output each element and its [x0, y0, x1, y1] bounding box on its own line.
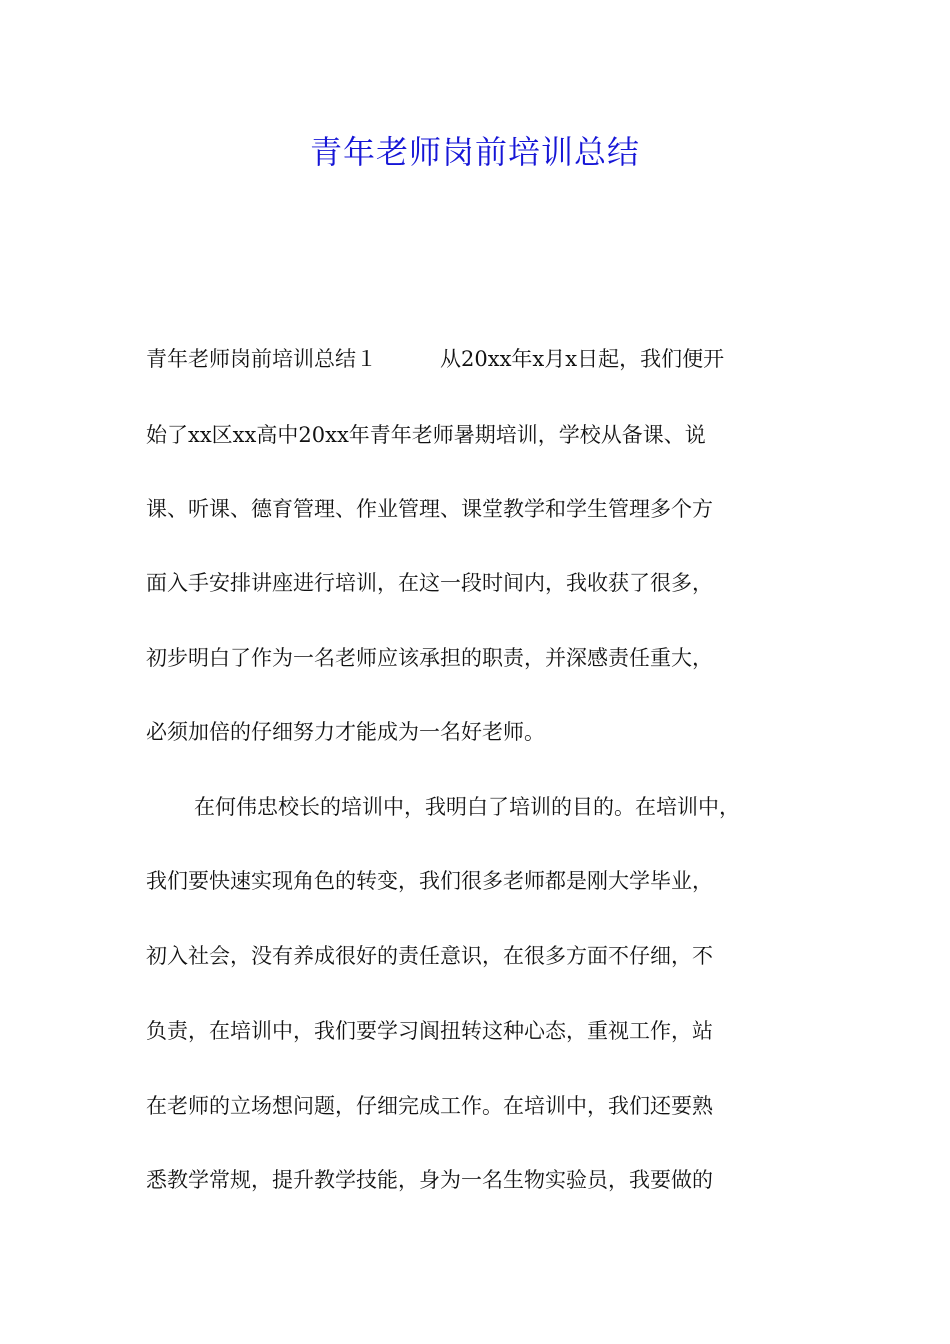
body-line-1: 青年老师岗前培训总结１ 从20xx年x月x日起，我们便开 — [146, 347, 725, 371]
body-line-5: 初步明白了作为一名老师应该承担的职责，并深感责任重大， — [146, 646, 713, 670]
body-line-9: 初入社会，没有养成很好的责任意识，在很多方面不仔细，不 — [146, 944, 713, 968]
body-line-6: 必须加倍的仔细努力才能成为一名好老师。 — [146, 720, 545, 744]
body-line-3: 课、听课、德育管理、作业管理、课堂教学和学生管理多个方 — [146, 497, 713, 521]
body-line-8: 我们要快速实现角色的转变，我们很多老师都是刚大学毕业， — [146, 869, 713, 893]
body-line-11: 在老师的立场想问题，仔细完成工作。在培训中，我们还要熟 — [146, 1094, 713, 1118]
body-line-12: 悉教学常规，提升教学技能，身为一名生物实验员，我要做的 — [146, 1168, 713, 1192]
body-line-10: 负责，在培训中，我们要学习阆扭转这种心态，重视工作，站 — [146, 1019, 713, 1043]
body-line-2: 始了xx区xx高中20xx年青年老师暑期培训，学校从备课、说 — [146, 423, 706, 447]
body-line-7: 在何伟忠校长的培训中，我明白了培训的目的。在培训中， — [194, 795, 740, 819]
document-title: 青年老师岗前培训总结 — [309, 133, 640, 171]
body-line-4: 面入手安排讲座进行培训，在这一段时间内，我收获了很多， — [146, 571, 713, 595]
